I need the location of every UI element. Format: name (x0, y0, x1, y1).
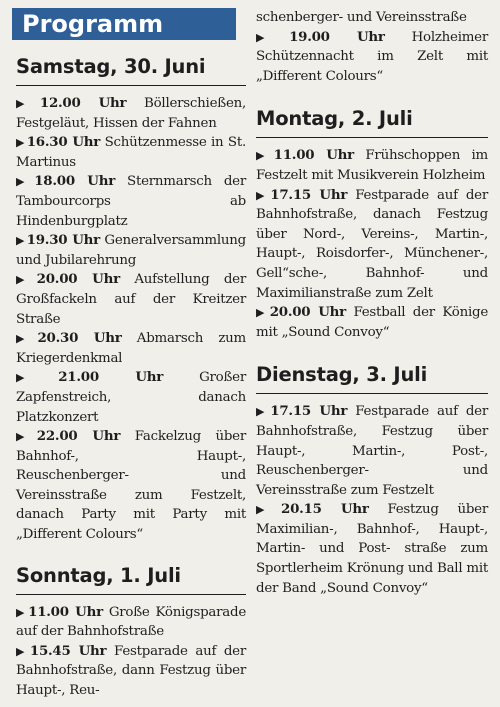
divider (16, 594, 246, 595)
triangle-bullet-icon: ▶ (256, 503, 280, 517)
triangle-bullet-icon: ▶ (16, 605, 27, 619)
triangle-bullet-icon: ▶ (256, 149, 272, 163)
triangle-bullet-icon: ▶ (16, 234, 25, 248)
day-heading-tuesday: Dienstag, 3. Juli (256, 363, 428, 387)
event-item: ▶ 15.45 Uhr Festparade auf der Bahnhofstraße, dann Festzug über Haupt-, Reu- (16, 642, 246, 699)
triangle-bullet-icon: ▶ (16, 644, 28, 658)
event-list-monday (256, 146, 488, 342)
event-list-saturday (16, 94, 246, 545)
divider (256, 393, 488, 394)
triangle-bullet-icon: ▶ (16, 136, 25, 150)
event-item: ▶ 19.00 Uhr Holzheimer Schützennacht im Zelt mit „Different Colours“ (256, 28, 489, 84)
divider (256, 137, 488, 138)
triangle-bullet-icon: ▶ (16, 97, 38, 110)
event-item: ▶ 17.15 Uhr Festparade auf der Bahnhofstraße, danach Festzug über Nord-, Vereins-, Martin-, Haupt-, Roisdorfer-, Münchener-, Gell“sche-, Bahnhof- und Maximilianstraße zum Zelt (256, 186, 488, 301)
program-banner: Programm (12, 8, 236, 40)
triangle-bullet-icon: ▶ (256, 306, 268, 320)
triangle-bullet-icon: ▶ (256, 405, 269, 419)
event-item: ▶ 22.00 Uhr Fackelzug über Bahnhof-, Haupt-, Reuschenberger- und Vereinsstraße zum Festzelt, danach Party mit Party mit „Different Colours“ (16, 428, 247, 543)
triangle-bullet-icon: ▶ (16, 175, 33, 189)
event-item: ▶ 11.00 Uhr Frühschoppen im Festzelt mit Musikverein Holzheim (256, 147, 488, 183)
right-column (256, 8, 488, 598)
divider (16, 85, 246, 86)
triangle-bullet-icon: ▶ (16, 332, 36, 346)
event-item: ▶ 20.00 Uhr Festball der Könige mit „Sound Convoy“ (256, 304, 489, 340)
event-list-sunday-continued (256, 8, 488, 86)
event-item: ▶ 11.00 Uhr Große Königsparade auf der Bahnhofstraße (16, 603, 247, 640)
event-item: ▶ 20.30 Uhr Abmarsch zum Kriegerdenkmal (16, 330, 246, 366)
left-column (16, 8, 246, 701)
event-item: ▶ 20.00 Uhr Aufstellung der Großfackeln auf der Kreitzer Straße (16, 271, 247, 327)
event-continuation: schenberger- und Vereinsstraße (256, 10, 467, 25)
triangle-bullet-icon: ▶ (16, 273, 35, 287)
event-item: ▶ 16.30 Uhr Schützenmesse in St. Martinus (16, 134, 246, 170)
triangle-bullet-icon: ▶ (16, 371, 57, 385)
triangle-bullet-icon: ▶ (256, 30, 288, 44)
event-list-sunday (16, 603, 246, 701)
triangle-bullet-icon: ▶ (16, 430, 35, 444)
event-item: ▶ 17.15 Uhr Festparade auf der Bahnhofstraße, Festzug über Haupt-, Martin-, Post-, Reuschenberger- und Vereinsstraße zum Festzelt (256, 403, 488, 498)
event-item: ▶ 21.00 Uhr Großer Zapfenstreich, danach Platzkonzert (16, 369, 246, 425)
event-list-tuesday (256, 402, 488, 598)
triangle-bullet-icon: ▶ (256, 188, 269, 202)
day-heading-monday: Montag, 2. Juli (256, 107, 413, 131)
event-item: ▶ 20.15 Uhr Festzug über Maximilian-, Bahnhof-, Haupt-, Martin- und Post- straße zum Sportlerheim Krönung und Ball mit der Band „Sound Convoy“ (256, 501, 488, 596)
event-item: ▶ 12.00 Uhr Böllerschießen, Festgeläut, Hissen der Fahnen (16, 95, 247, 131)
event-item: ▶ 19.30 Uhr Generalversammlung und Jubilarehrung (16, 232, 246, 268)
event-item: ▶ 18.00 Uhr Sternmarsch der Tambourcorps ab Hindenburgplatz (16, 173, 246, 229)
day-heading-saturday: Samstag, 30. Juni (16, 55, 206, 78)
day-heading-sunday: Sonntag, 1. Juli (16, 563, 181, 587)
